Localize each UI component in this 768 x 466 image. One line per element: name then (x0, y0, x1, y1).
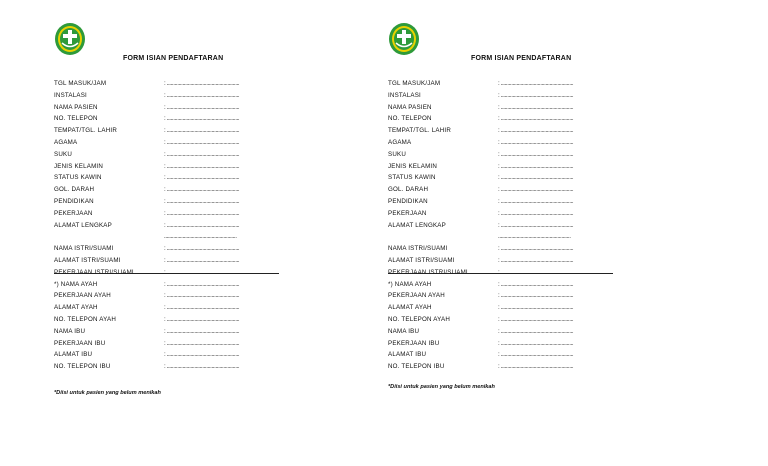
field-label: SUKU (54, 150, 72, 158)
field-label: ALAMAT ISTRI/SUAMI (54, 256, 121, 264)
field-label: TGL MASUK/JAM (54, 80, 107, 87)
field-fill-line[interactable]: : ....................................................... (498, 115, 574, 123)
form-field-row (388, 326, 628, 338)
field-label: SUKU (388, 150, 406, 158)
form-field-row (388, 90, 628, 102)
field-fill-line[interactable]: : ....................................................... (164, 315, 240, 323)
form-field-row (54, 137, 294, 149)
field-fill-line[interactable]: : ....................................................... (498, 91, 574, 99)
form-fields (388, 78, 628, 373)
footnote: *Diisi untuk pasien yang belum menikah (54, 390, 161, 396)
field-label: NAMA ISTRI/SUAMI (54, 245, 114, 253)
field-fill-line[interactable]: : ....................................................... (164, 103, 240, 111)
field-label: PEKERJAAN IBU (388, 339, 440, 347)
field-fill-line[interactable]: : ....................................................... (498, 339, 574, 347)
form-title: FORM ISIAN PENDAFTARAN (471, 55, 572, 62)
field-label: STATUS KAWIN (54, 174, 102, 182)
field-label: NAMA IBU (54, 327, 86, 335)
field-fill-line[interactable]: : ....................................................... (498, 256, 574, 264)
hospital-logo-icon (388, 22, 420, 56)
form-field-row (388, 102, 628, 114)
form-field-row (388, 338, 628, 350)
field-fill-line[interactable]: : ....................................................... (164, 138, 240, 146)
field-fill-line[interactable]: : ....................................................... (498, 268, 574, 276)
form-field-row (388, 196, 628, 208)
field-label: AGAMA (388, 138, 412, 146)
field-label: NAMA IBU (388, 327, 420, 335)
field-label: NO. TELEPON IBU (54, 363, 111, 371)
field-label: PEKERJAAN AYAH (388, 292, 445, 300)
field-fill-line[interactable]: : ....................................................... (164, 304, 240, 312)
field-label: PEKERJAAN IBU (54, 339, 106, 347)
form-field-row (54, 78, 294, 90)
form-field-row (54, 243, 294, 255)
form-field-row (54, 349, 294, 361)
field-fill-line[interactable]: : ....................................................... (498, 186, 574, 194)
field-label: PENDIDIKAN (388, 197, 428, 205)
field-label: INSTALASI (54, 91, 87, 99)
field-label: PEKERJAAN (388, 209, 427, 217)
field-fill-line[interactable]: : ....................................................... (164, 268, 240, 276)
field-label: NO. TELEPON (388, 115, 432, 123)
field-label: NAMA PASIEN (54, 103, 98, 111)
field-fill-line[interactable]: : ....................................................... (164, 150, 240, 158)
registration-form-left (54, 0, 384, 466)
field-fill-line[interactable]: : ....................................................... (498, 162, 574, 170)
field-fill-line[interactable]: : ....................................................... (498, 197, 574, 205)
form-field-row (388, 78, 628, 90)
form-field-row (388, 137, 628, 149)
form-field-row (388, 172, 628, 184)
field-label: NO. TELEPON IBU (388, 363, 445, 371)
field-fill-line[interactable]: ....................................................... (164, 233, 237, 241)
field-label: NO. TELEPON AYAH (54, 315, 116, 323)
field-label: ALAMAT LENGKAP (54, 221, 112, 229)
field-fill-line[interactable]: : ....................................................... (498, 103, 574, 111)
field-fill-line[interactable]: : ....................................................... (498, 127, 574, 135)
form-field-row (54, 113, 294, 125)
field-label: ALAMAT IBU (388, 351, 427, 359)
field-label: PEKERJAAN ISTRI/SUAMI (54, 268, 134, 276)
field-fill-line[interactable]: : ....................................................... (498, 221, 574, 229)
registration-form-right (388, 0, 718, 466)
form-field-row (54, 208, 294, 220)
form-field-row (388, 208, 628, 220)
form-field-row (388, 184, 628, 196)
field-fill-line[interactable]: : ....................................................... (498, 150, 574, 158)
hospital-logo-icon (54, 22, 86, 56)
field-fill-line[interactable]: : ....................................................... (164, 351, 240, 359)
form-field-row (388, 113, 628, 125)
field-fill-line[interactable]: : ....................................................... (498, 315, 574, 323)
form-fields (54, 78, 294, 373)
form-field-row (54, 149, 294, 161)
form-field-row (54, 161, 294, 173)
field-fill-line[interactable]: : ....................................................... (164, 91, 240, 99)
section-divider (388, 273, 613, 274)
form-field-row (54, 231, 294, 243)
form-field-row (388, 361, 628, 373)
form-title: FORM ISIAN PENDAFTARAN (123, 55, 224, 62)
field-label: TEMPAT/TGL. LAHIR (54, 127, 117, 135)
field-label: PEKERJAAN AYAH (54, 292, 111, 300)
field-label: ALAMAT LENGKAP (388, 221, 446, 229)
field-label: GOL. DARAH (54, 186, 95, 194)
field-fill-line[interactable]: : ....................................................... (164, 174, 240, 182)
form-field-row (54, 338, 294, 350)
field-fill-line[interactable]: : ....................................................... (164, 209, 240, 217)
field-label: PEKERJAAN (54, 209, 93, 217)
field-fill-line[interactable]: : ....................................................... (498, 351, 574, 359)
form-field-row (54, 90, 294, 102)
field-label: INSTALASI (388, 91, 421, 99)
field-fill-line[interactable]: ....................................................... (498, 233, 571, 241)
field-label: JENIS KELAMIN (388, 162, 438, 170)
field-fill-line[interactable]: : ....................................................... (164, 339, 240, 347)
field-label: ALAMAT AYAH (388, 304, 432, 312)
form-field-row (388, 290, 628, 302)
form-field-row (388, 243, 628, 255)
field-label: NAMA ISTRI/SUAMI (388, 245, 448, 253)
form-field-row (54, 279, 294, 291)
form-field-row (388, 349, 628, 361)
form-field-row (54, 361, 294, 373)
form-field-row (54, 125, 294, 137)
field-label: STATUS KAWIN (388, 174, 436, 182)
section-divider (54, 273, 279, 274)
field-fill-line[interactable]: : ....................................................... (498, 245, 574, 253)
field-fill-line[interactable]: : ....................................................... (164, 221, 240, 229)
field-fill-line[interactable]: : ....................................................... (498, 363, 574, 371)
field-label: AGAMA (54, 138, 78, 146)
field-label: NO. TELEPON (54, 115, 98, 123)
field-label: PEKERJAAN ISTRI/SUAMI (388, 268, 468, 276)
field-label: NAMA PASIEN (388, 103, 432, 111)
form-field-row (54, 326, 294, 338)
form-field-row (388, 255, 628, 267)
field-fill-line[interactable]: : ....................................................... (498, 80, 574, 87)
field-fill-line[interactable]: : ....................................................... (498, 327, 574, 335)
field-fill-line[interactable]: : ....................................................... (498, 292, 574, 300)
field-label: *) NAMA AYAH (54, 280, 98, 288)
field-fill-line[interactable]: : ....................................................... (498, 280, 574, 288)
field-fill-line[interactable]: : ....................................................... (498, 138, 574, 146)
field-fill-line[interactable]: : ....................................................... (164, 292, 240, 300)
form-field-row (54, 172, 294, 184)
field-label: ALAMAT AYAH (54, 304, 98, 312)
field-fill-line[interactable]: : ....................................................... (164, 245, 240, 253)
form-field-row (388, 220, 628, 232)
form-field-row (54, 184, 294, 196)
form-field-row (54, 290, 294, 302)
form-field-row (388, 149, 628, 161)
field-label: PENDIDIKAN (54, 197, 94, 205)
field-fill-line[interactable]: : ....................................................... (164, 363, 240, 371)
field-label: NO. TELEPON AYAH (388, 315, 450, 323)
field-label: *) NAMA AYAH (388, 280, 432, 288)
form-field-row (388, 161, 628, 173)
field-fill-line[interactable]: : ....................................................... (164, 197, 240, 205)
form-field-row (54, 220, 294, 232)
form-field-row (388, 125, 628, 137)
field-fill-line[interactable]: : ....................................................... (164, 127, 240, 135)
field-label: ALAMAT IBU (54, 351, 93, 359)
form-field-row (388, 314, 628, 326)
field-label: JENIS KELAMIN (54, 162, 104, 170)
field-label: GOL. DARAH (388, 186, 429, 194)
form-field-row (54, 102, 294, 114)
field-label: ALAMAT ISTRI/SUAMI (388, 256, 455, 264)
field-fill-line[interactable]: : ....................................................... (164, 186, 240, 194)
footnote: *Diisi untuk pasien yang belum menikah (388, 384, 495, 390)
field-fill-line[interactable]: : ....................................................... (498, 209, 574, 217)
field-fill-line[interactable]: : ....................................................... (164, 115, 240, 123)
field-fill-line[interactable]: : ....................................................... (498, 174, 574, 182)
form-field-row (54, 255, 294, 267)
field-label: TGL MASUK/JAM (388, 80, 441, 87)
field-label: TEMPAT/TGL. LAHIR (388, 127, 451, 135)
form-field-row (54, 314, 294, 326)
field-fill-line[interactable]: : ....................................................... (164, 80, 240, 87)
form-field-row (54, 302, 294, 314)
form-field-row (388, 279, 628, 291)
field-fill-line[interactable]: : ....................................................... (164, 280, 240, 288)
field-fill-line[interactable]: : ....................................................... (164, 327, 240, 335)
form-field-row (388, 302, 628, 314)
field-fill-line[interactable]: : ....................................................... (164, 256, 240, 264)
field-fill-line[interactable]: : ....................................................... (164, 162, 240, 170)
form-field-row (54, 196, 294, 208)
field-fill-line[interactable]: : ....................................................... (498, 304, 574, 312)
form-field-row (388, 231, 628, 243)
